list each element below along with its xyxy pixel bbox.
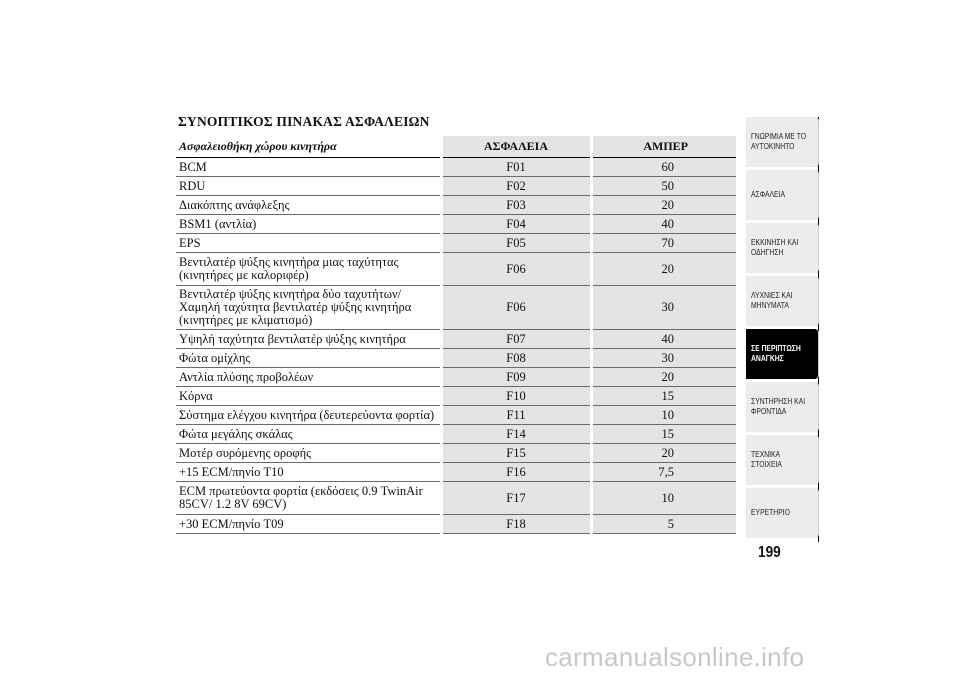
header-ampere: ΑΜΠΕΡ (591, 136, 736, 158)
row-function: +30 ECM/πηνίο T09 (176, 515, 441, 534)
row-fuse: F17 (441, 482, 591, 515)
row-ampere: 20 (591, 253, 736, 286)
row-fuse: F18 (441, 515, 591, 534)
tab-emergency[interactable] (746, 329, 819, 379)
row-function: Κόρνα (176, 387, 441, 406)
row-fuse: F09 (441, 368, 591, 387)
table-row (176, 387, 736, 406)
section-title: ΣΥΝΟΠΤΙΚΟΣ ΠΙΝΑΚΑΣ ΑΣΦΑΛΕΙΩΝ (178, 114, 430, 129)
row-function: Υψηλή ταχύτητα βεντιλατέρ ψύξης κινητήρα (176, 330, 441, 349)
tab-label: ΣΥΝΤΗΡΗΣΗ ΚΑΙ ΦΡΟΝΤΙΔΑ (751, 397, 806, 416)
table-row (176, 515, 736, 534)
row-fuse: F16 (441, 463, 591, 482)
row-ampere: 5 (591, 515, 736, 534)
table-row (176, 234, 736, 253)
row-ampere: 30 (591, 286, 736, 330)
row-ampere: 40 (591, 330, 736, 349)
row-ampere: 10 (591, 482, 736, 515)
tab-lights-messages[interactable] (746, 276, 819, 326)
tab-label: ΛΥΧΝΙΕΣ ΚΑΙ ΜΗΝΥΜΑΤΑ (751, 291, 793, 310)
row-ampere: 50 (591, 177, 736, 196)
table-row (176, 482, 736, 515)
page-number: 199 (758, 544, 781, 561)
row-fuse: F02 (441, 177, 591, 196)
tab-label: ΤΕΧΝΙΚΑ ΣΤΟΙΧΕΙΑ (751, 450, 782, 469)
row-ampere: 20 (591, 368, 736, 387)
watermark: carmanualsonline.info (545, 642, 805, 672)
row-ampere: 60 (591, 158, 736, 177)
tab-label: ΑΣΦΑΛΕΙΑ (751, 190, 786, 199)
row-ampere: 30 (591, 349, 736, 368)
tab-label: ΕΚΚΙΝΗΣΗ ΚΑΙ ΟΔΗΓΗΣΗ (751, 238, 799, 257)
table-row (176, 158, 736, 177)
row-function: ECM πρωτεύοντα φορτία (εκδόσεις 0.9 TwinAir 85CV/ 1.2 8V 69CV) (176, 482, 441, 515)
row-fuse: F06 (441, 253, 591, 286)
tab-label: ΓΝΩΡΙΜΙΑ ΜΕ ΤΟ ΑΥΤΟΚΙΝΗΤΟ (751, 132, 807, 151)
tab-getting-to-know[interactable] (746, 117, 819, 167)
row-function: Βεντιλατέρ ψύξης κινητήρα δύο ταχυτήτων/Χαμηλή ταχύτητα βεντιλατέρ ψύξης κινητήρα (κινητήρες με κλιματισμό) (176, 286, 441, 330)
table-row (176, 330, 736, 349)
header-location: Ασφαλειοθήκη χώρου κινητήρα (176, 136, 441, 158)
row-function: Βεντιλατέρ ψύξης κινητήρα μιας ταχύτητας (κινητήρες με καλοριφέρ) (176, 253, 441, 286)
row-function: EPS (176, 234, 441, 253)
row-fuse: F11 (441, 406, 591, 425)
row-fuse: F15 (441, 444, 591, 463)
table-row (176, 368, 736, 387)
table-row (176, 425, 736, 444)
row-ampere: 15 (591, 425, 736, 444)
row-function: Φώτα μεγάλης σκάλας (176, 425, 441, 444)
tab-safety[interactable] (746, 170, 819, 220)
table-row (176, 177, 736, 196)
table-row (176, 215, 736, 234)
row-ampere: 7,5 (591, 463, 736, 482)
row-fuse: F08 (441, 349, 591, 368)
tab-label: ΕΥΡΕΤΗΡΙΟ (751, 508, 790, 517)
row-ampere: 40 (591, 215, 736, 234)
row-fuse: F04 (441, 215, 591, 234)
row-function: Αντλία πλύσης προβολέων (176, 368, 441, 387)
row-ampere: 15 (591, 387, 736, 406)
row-ampere: 70 (591, 234, 736, 253)
table-row (176, 253, 736, 286)
header-fuse: ΑΣΦΑΛΕΙΑ (441, 136, 591, 158)
row-function: Σύστημα ελέγχου κινητήρα (δευτερεύοντα φορτία) (176, 406, 441, 425)
row-function: BSM1 (αντλία) (176, 215, 441, 234)
row-fuse: F03 (441, 196, 591, 215)
row-ampere: 10 (591, 406, 736, 425)
row-fuse: F05 (441, 234, 591, 253)
tab-maintenance-care[interactable] (746, 382, 819, 432)
row-function: Μοτέρ συρόμενης οροφής (176, 444, 441, 463)
row-fuse: F10 (441, 387, 591, 406)
table-header-row (176, 136, 736, 158)
fuse-table (176, 136, 736, 534)
row-function: Διακόπτης ανάφλεξης (176, 196, 441, 215)
row-function: Φώτα ομίχλης (176, 349, 441, 368)
row-fuse: F14 (441, 425, 591, 444)
row-fuse: F01 (441, 158, 591, 177)
table-row (176, 196, 736, 215)
tab-technical-data[interactable] (746, 435, 819, 485)
row-ampere: 20 (591, 444, 736, 463)
tab-label: ΣΕ ΠΕΡΙΠΤΩΣΗ ΑΝΑΓΚΗΣ (751, 344, 801, 363)
row-fuse: F06 (441, 286, 591, 330)
row-ampere: 20 (591, 196, 736, 215)
chapter-tabs (746, 117, 819, 541)
table-row (176, 463, 736, 482)
table-row (176, 349, 736, 368)
row-function: RDU (176, 177, 441, 196)
row-function: +15 ECM/πηνίο T10 (176, 463, 441, 482)
tab-starting-driving[interactable] (746, 223, 819, 273)
row-fuse: F07 (441, 330, 591, 349)
table-row (176, 286, 736, 330)
row-function: BCM (176, 158, 441, 177)
table-row (176, 444, 736, 463)
tab-index[interactable] (746, 488, 819, 538)
table-row (176, 406, 736, 425)
